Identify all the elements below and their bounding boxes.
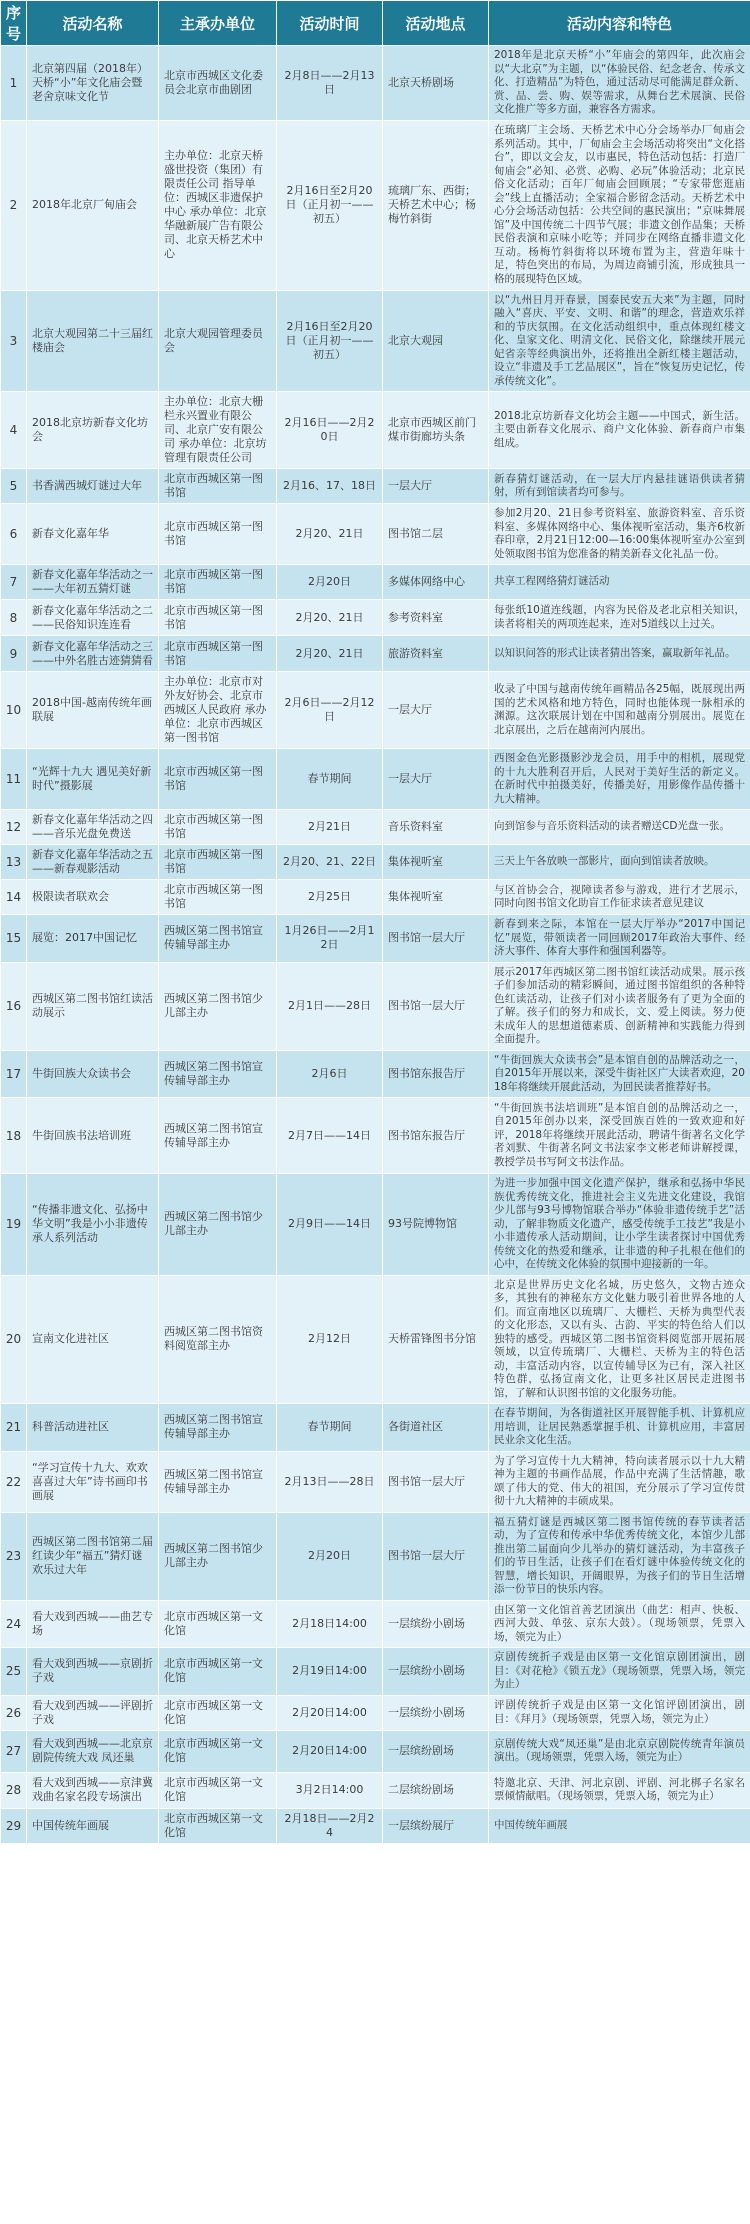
- cell-name: 展览：2017中国记忆: [27, 915, 159, 963]
- cell-name: 看大戏到西城——评剧折子戏: [27, 1695, 159, 1730]
- cell-content: 西图金色光影摄影沙龙会员，用手中的相机，展现党的十九大胜利召开后，人民对于美好生活的新定义。在新时代中拍摄美好，传播美好，用影像作品传播十九大精神。: [489, 749, 750, 810]
- table-row: [1, 1730, 750, 1772]
- cell-content: 新春到来之际，本馆在一层大厅举办“2017中国记忆”展览，带领读者一同回顾2017年政治大事件、经济大事件、体育大事件和强国利器等。: [489, 915, 750, 963]
- table-row: [1, 46, 750, 121]
- cell-name: 西城区第二图书馆第二届红读少年“福五”猜灯谜欢乐过大年: [27, 1512, 159, 1600]
- cell-time: 2月20日14:00: [277, 1730, 383, 1772]
- cell-content: 参加2月20、21日参考资料室、旅游资料室、音乐资料室、多媒体网络中心、集体视听室活动，集齐6枚新春印章，2月21日12:00—16:00集体视听室办公室到处领取图书馆为您准备的精美新春文化礼品一份。: [489, 504, 750, 565]
- cell-content: 中国传统年画展: [489, 1808, 750, 1843]
- cell-place: 图书馆一层大厅: [383, 1512, 489, 1600]
- cell-org: 北京大观园管理委员会: [159, 290, 277, 392]
- cell-place: 图书馆一层大厅: [383, 915, 489, 963]
- cell-name: 牛街回族书法培训班: [27, 1098, 159, 1174]
- cell-name: 看大戏到西城——曲艺专场: [27, 1600, 159, 1648]
- cell-name: 看大戏到西城——京津冀戏曲名家名段专场演出: [27, 1772, 159, 1808]
- cell-place: 北京市西城区前门煤市街廊坊头条: [383, 392, 489, 469]
- cell-place: 一层缤纷小剧场: [383, 1695, 489, 1730]
- table-row: [1, 1695, 750, 1730]
- cell-content: “牛街回族大众读书会”是本馆自创的品牌活动之一，自2015年开展以来，深受牛街社区广大读者欢迎，2018年将继续开展此活动，为回民读者推荐好书。: [489, 1050, 750, 1098]
- cell-name: 科普活动进社区: [27, 1404, 159, 1452]
- table-row: [1, 392, 750, 469]
- cell-time: 2月20、21日: [277, 600, 383, 636]
- cell-no: 13: [1, 845, 27, 880]
- cell-time: 2月9日——14日: [277, 1174, 383, 1276]
- cell-name: 新春文化嘉年华活动之五——新春观影活动: [27, 845, 159, 880]
- table-row: [1, 120, 750, 290]
- cell-name: 北京第四届（2018年）天桥“小”年文化庙会暨老舍京味文化节: [27, 46, 159, 121]
- cell-content: 福五猜灯谜是西城区第二图书馆传统的春节读者活动，为了宣传和传承中华优秀传统文化，本馆少儿部推出第二届面向少儿举办的猜灯谜活动，为丰富孩子们的节日生活，让孩子们在看灯谜中体验传统文化的智慧，增长知识，开阔眼界，为孩子们的节日生活增添一份节日的快乐内容。: [489, 1512, 750, 1600]
- cell-name: 中国传统年画展: [27, 1808, 159, 1843]
- cell-place: 二层缤纷剧场: [383, 1772, 489, 1808]
- cell-name: “光辉十九大 遇见美好新时代”摄影展: [27, 749, 159, 810]
- cell-org: 北京市西城区第一图书馆: [159, 636, 277, 672]
- cell-time: 春节期间: [277, 749, 383, 810]
- cell-content: 在春节期间，为各街道社区开展智能手机、计算机应用培训，让居民熟悉掌握手机、计算机应用，丰富居民业余文化生活。: [489, 1404, 750, 1452]
- cell-time: 2月6日——2月12日: [277, 672, 383, 749]
- cell-no: 18: [1, 1098, 27, 1174]
- cell-no: 27: [1, 1730, 27, 1772]
- cell-place: 参考资料室: [383, 600, 489, 636]
- cell-place: 各街道社区: [383, 1404, 489, 1452]
- cell-org: 北京市西城区第一图书馆: [159, 504, 277, 565]
- cell-place: 北京天桥剧场: [383, 46, 489, 121]
- cell-name: 看大戏到西城——北京京剧院传统大戏 凤还巢: [27, 1730, 159, 1772]
- cell-no: 16: [1, 962, 27, 1050]
- cell-org: 北京市西城区第一文化馆: [159, 1730, 277, 1772]
- cell-org: 北京市西城区第一图书馆: [159, 810, 277, 845]
- cell-time: 2月20日: [277, 565, 383, 600]
- cell-name: 看大戏到西城——京剧折子戏: [27, 1648, 159, 1696]
- cell-place: 一层缤纷展厅: [383, 1808, 489, 1843]
- cell-place: 93号院博物馆: [383, 1174, 489, 1276]
- cell-time: 2月18日14:00: [277, 1600, 383, 1648]
- table-row: [1, 1648, 750, 1696]
- cell-no: 4: [1, 392, 27, 469]
- cell-name: 新春文化嘉年华活动之一——大年初五猜灯谜: [27, 565, 159, 600]
- cell-no: 3: [1, 290, 27, 392]
- cell-time: 2月8日——2月13日: [277, 46, 383, 121]
- cell-org: 北京市西城区第一文化馆: [159, 1695, 277, 1730]
- cell-place: 图书馆一层大厅: [383, 962, 489, 1050]
- cell-time: 2月1日——28日: [277, 962, 383, 1050]
- cell-content: 以“九州日月开春景，国泰民安五大来”为主题，同时融入“喜庆、平安、文明、和谐”的理念，营造欢乐祥和的节庆氛围。在文化活动组织中，重点体现红楼文化、皇家文化、明清文化、民俗文化，除继续开展元妃省亲等经典演出外，还将推出全新红楼主题活动，设立“非遗及手工艺品展区”，旨在“恢复历史记忆，传承传统文化”。: [489, 290, 750, 392]
- cell-name: “学习宣传十九大、欢欢喜喜过大年”诗书画印书画展: [27, 1451, 159, 1512]
- table-body: [1, 46, 750, 1844]
- cell-no: 23: [1, 1512, 27, 1600]
- table-row: [1, 672, 750, 749]
- cell-place: 一层缤纷小剧场: [383, 1648, 489, 1696]
- cell-content: 每张纸10道连线题，内容为民俗及老北京相关知识，读者将相关的两项连起来，连对5道线以上过关。: [489, 600, 750, 636]
- cell-no: 28: [1, 1772, 27, 1808]
- cell-name: “传播非遗文化、弘扬中华文明”我是小小非遗传承人系列活动: [27, 1174, 159, 1276]
- cell-org: 西城区第二图书馆宣传辅导部主办: [159, 1451, 277, 1512]
- cell-no: 8: [1, 600, 27, 636]
- cell-no: 17: [1, 1050, 27, 1098]
- cell-time: 2月12日: [277, 1275, 383, 1404]
- header-place: 活动地点: [383, 1, 489, 46]
- cell-content: 为了学习宣传十九大精神，特向读者展示以十九大精神为主题的书画作品展，作品中充满了生活情趣，歌颂了伟大的党、伟大的祖国，充分展示了学习宣传贯彻十九大精神的丰硕成果。: [489, 1451, 750, 1512]
- cell-org: 北京市西城区第一图书馆: [159, 845, 277, 880]
- cell-no: 22: [1, 1451, 27, 1512]
- cell-no: 6: [1, 504, 27, 565]
- cell-content: 三天上午各放映一部影片，面向到馆读者放映。: [489, 845, 750, 880]
- cell-org: 主办单位：北京天桥盛世投资（集团）有限责任公司 指导单位：西城区非遗保护中心 承办单位：北京华融新展广告有限公司、北京天桥艺术中心: [159, 120, 277, 290]
- cell-content: 新春猜灯谜活动，在一层大厅内悬挂谜语供读者猜射，所有到馆读者均可参与。: [489, 469, 750, 504]
- cell-place: 一层大厅: [383, 672, 489, 749]
- table-row: [1, 1404, 750, 1452]
- cell-no: 21: [1, 1404, 27, 1452]
- cell-content: 为进一步加强中国文化遗产保护，继承和弘扬中华民族优秀传统文化，推进社会主义先进文化建设，我馆少儿部与93号博物馆联合举办“体验非遗传统手艺”活动，了解非物质文化遗产，感受传统手工技艺”我是小小非遗传承人活动期间，让小学生读者探讨中国优秀传统文化的热爱和继承，让非遗的种子扎根在他们的心中，在传统文化体验的氛围中迎接新的一年。: [489, 1174, 750, 1276]
- table-row: [1, 1275, 750, 1404]
- cell-time: 2月16日至2月20日（正月初一——初五）: [277, 290, 383, 392]
- cell-place: 图书馆一层大厅: [383, 1451, 489, 1512]
- table-row: [1, 810, 750, 845]
- cell-no: 12: [1, 810, 27, 845]
- cell-no: 25: [1, 1648, 27, 1696]
- cell-place: 天桥雷锋图书分馆: [383, 1275, 489, 1404]
- table-row: [1, 1808, 750, 1843]
- cell-org: 西城区第二图书馆宣传辅导部主办: [159, 915, 277, 963]
- header-no: 序号: [1, 1, 27, 46]
- cell-time: 2月19日14:00: [277, 1648, 383, 1696]
- cell-name: 书香满西城灯谜过大年: [27, 469, 159, 504]
- table-header-row: [1, 1, 750, 46]
- cell-name: 西城区第二图书馆红读活动展示: [27, 962, 159, 1050]
- cell-time: 2月13日——28日: [277, 1451, 383, 1512]
- cell-place: 旅游资料室: [383, 636, 489, 672]
- cell-place: 一层缤纷小剧场: [383, 1600, 489, 1648]
- table-row: [1, 1512, 750, 1600]
- cell-time: 2月7日——14日: [277, 1098, 383, 1174]
- cell-place: 一层缤纷剧场: [383, 1730, 489, 1772]
- cell-place: 集体视听室: [383, 845, 489, 880]
- cell-place: 北京大观园: [383, 290, 489, 392]
- cell-time: 2月21日: [277, 810, 383, 845]
- cell-org: 西城区第二图书馆少儿部主办: [159, 962, 277, 1050]
- table-row: [1, 600, 750, 636]
- table-row: [1, 565, 750, 600]
- cell-time: 2月6日: [277, 1050, 383, 1098]
- table-row: [1, 1600, 750, 1648]
- cell-time: 2月16日至2月20日（正月初一——初五）: [277, 120, 383, 290]
- cell-content: 以知识问答的形式让读者猜出答案，赢取新年礼品。: [489, 636, 750, 672]
- cell-no: 15: [1, 915, 27, 963]
- cell-org: 西城区第二图书馆宣传辅导部主办: [159, 1050, 277, 1098]
- cell-content: 特邀北京、天津、河北京剧、评剧、河北梆子名家名票倾情献唱。（现场领票，凭票入场，领完为止）: [489, 1772, 750, 1808]
- cell-name: 牛街回族大众读书会: [27, 1050, 159, 1098]
- cell-no: 7: [1, 565, 27, 600]
- cell-content: 评剧传统折子戏是由区第一文化馆评剧团演出，剧目：《拜月》（现场领票，凭票入场，领完为止）: [489, 1695, 750, 1730]
- cell-time: 2月16日——2月20日: [277, 392, 383, 469]
- cell-time: 2月20、21日: [277, 636, 383, 672]
- cell-content: “牛街回族书法培训班”是本馆自创的品牌活动之一，自2015年创办以来，深受回族百姓的一致欢迎和好评，2018年将继续开展此活动，聘请牛街著名文化学者刘默、牛街著名阿文书法家李文彬老师讲解授课，教授学员书写阿文书法作品。: [489, 1098, 750, 1174]
- cell-no: 24: [1, 1600, 27, 1648]
- table-row: [1, 915, 750, 963]
- cell-no: 19: [1, 1174, 27, 1276]
- table-row: [1, 1050, 750, 1098]
- cell-time: 2月20日: [277, 1512, 383, 1600]
- cell-org: 北京市西城区第一文化馆: [159, 1648, 277, 1696]
- table-row: [1, 1098, 750, 1174]
- cell-name: 新春文化嘉年华活动之三——中外名胜古迹猜猜看: [27, 636, 159, 672]
- cell-no: 14: [1, 880, 27, 915]
- table-row: [1, 749, 750, 810]
- cell-org: 主办单位：北京市对外友好协会、北京市西城区人民政府 承办单位：北京市西城区第一图书馆: [159, 672, 277, 749]
- header-content: 活动内容和特色: [489, 1, 750, 46]
- header-name: 活动名称: [27, 1, 159, 46]
- cell-org: 北京市西城区第一文化馆: [159, 1808, 277, 1843]
- table-row: [1, 880, 750, 915]
- cell-name: 新春文化嘉年华活动之四——音乐光盘免费送: [27, 810, 159, 845]
- cell-name: 2018中国-越南传统年画联展: [27, 672, 159, 749]
- table-row: [1, 636, 750, 672]
- cell-org: 北京市西城区第一图书馆: [159, 749, 277, 810]
- cell-content: 京剧传统折子戏是由区第一文化馆京剧团演出，剧目：《对花枪》《锁五龙》（现场领票，凭票入场，领完为止）: [489, 1648, 750, 1696]
- cell-content: 由区第一文化馆首善艺团演出（曲艺：相声、快板、西河大鼓、单弦、京东大鼓）。（现场领票，凭票入场，领完为止）: [489, 1600, 750, 1648]
- cell-content: 收录了中国与越南传统年画精品各25幅，既展现出两国的艺术风格和地方特色，同时也能体现一脉相承的渊源。这次联展计划在中国和越南分别展出。展览在北京展出，之后在越南河内展出。: [489, 672, 750, 749]
- cell-no: 1: [1, 46, 27, 121]
- table-row: [1, 1174, 750, 1276]
- cell-org: 北京市西城区第一图书馆: [159, 565, 277, 600]
- cell-place: 图书馆二层: [383, 504, 489, 565]
- cell-time: 春节期间: [277, 1404, 383, 1452]
- cell-org: 北京市西城区第一文化馆: [159, 1600, 277, 1648]
- cell-name: 新春文化嘉年华活动之二——民俗知识连连看: [27, 600, 159, 636]
- cell-content: 北京是世界历史文化名城，历史悠久，文物古迹众多，其独有的神秘东方文化魅力吸引着世界各地的人们。而宣南地区以琉璃厂、大栅栏、天桥为典型代表的文化形态，又以有头、古韵、平实的特色给人们以独特的感受。西城区第二图书馆资料阅览部开展拓展领域，以宣传琉璃厂、大栅栏、天桥为主的特色活动，丰富活动内容，以宣传辅导区为已有，深入社区特色群，弘扬宣南文化，让更多社区居民走进图书馆，了解和认识图书馆的文化服务功能。: [489, 1275, 750, 1404]
- cell-place: 一层大厅: [383, 749, 489, 810]
- cell-org: 西城区第二图书馆少儿部主办: [159, 1174, 277, 1276]
- table-row: [1, 469, 750, 504]
- cell-name: 宣南文化进社区: [27, 1275, 159, 1404]
- cell-time: 3月2日14:00: [277, 1772, 383, 1808]
- cell-time: 2月20、21、22日: [277, 845, 383, 880]
- cell-no: 29: [1, 1808, 27, 1843]
- cell-org: 主办单位：北京大栅栏永兴置业有限公司、北京广安有限公司 承办单位：北京坊管理有限责任公司: [159, 392, 277, 469]
- cell-place: 一层大厅: [383, 469, 489, 504]
- cell-org: 北京市西城区第一图书馆: [159, 880, 277, 915]
- cell-org: 北京市西城区第一图书馆: [159, 469, 277, 504]
- cell-no: 9: [1, 636, 27, 672]
- cell-content: 共享工程网络猜灯谜活动: [489, 565, 750, 600]
- cell-org: 西城区第二图书馆资料阅览部主办: [159, 1275, 277, 1404]
- cell-place: 图书馆东报告厅: [383, 1098, 489, 1174]
- table-row: [1, 1772, 750, 1808]
- cell-place: 集体视听室: [383, 880, 489, 915]
- cell-org: 西城区第二图书馆少儿部主办: [159, 1512, 277, 1600]
- cell-name: 新春文化嘉年华: [27, 504, 159, 565]
- cell-time: 2月25日: [277, 880, 383, 915]
- table-row: [1, 962, 750, 1050]
- cell-content: 与区首协会合，视障读者参与游戏，进行才艺展示，同时向图书馆文化助盲工作征求读者意见建议: [489, 880, 750, 915]
- cell-place: 琉璃厂东、西街；天桥艺术中心；杨梅竹斜街: [383, 120, 489, 290]
- cell-time: 2月20、21日: [277, 504, 383, 565]
- cell-content: 在琉璃厂主会场、天桥艺术中心分会场举办厂甸庙会系列活动。其中，厂甸庙会主会场活动将突出“文化搭台”，即以文会友，以市惠民，特色活动包括：打造厂甸庙会“必知、必赏、必购、必玩”体验活动；北京民俗文化活动；百年厂甸庙会回顾展；“专家带您逛庙会”线上直播活动；全家福合影留念活动。天桥艺术中心分会场活动包括：公共空间的惠民演出；“京味舞展馆”及中国传统二十四节气展；非遗文创作品集；天桥民俗表演和京味小吃等；并同步在网络直播非遗文化互动。杨梅竹斜街将以环境布置为主，营造年味十足，特色突出的布局，为周边商铺引流，形成独具一格的展现特色区域。: [489, 120, 750, 290]
- cell-no: 26: [1, 1695, 27, 1730]
- cell-org: 西城区第二图书馆宣传辅导部主办: [159, 1404, 277, 1452]
- cell-no: 10: [1, 672, 27, 749]
- cell-place: 音乐资料室: [383, 810, 489, 845]
- table-row: [1, 845, 750, 880]
- cell-content: 京剧传统大戏“凤还巢”是由北京京剧院传统青年演员演出。（现场领票，凭票入场，领完为止）: [489, 1730, 750, 1772]
- cell-no: 2: [1, 120, 27, 290]
- cell-org: 北京市西城区第一图书馆: [159, 600, 277, 636]
- header-org: 主承办单位: [159, 1, 277, 46]
- cell-no: 20: [1, 1275, 27, 1404]
- header-time: 活动时间: [277, 1, 383, 46]
- table-row: [1, 290, 750, 392]
- cell-time: 2月16、17、18日: [277, 469, 383, 504]
- cell-name: 2018年北京厂甸庙会: [27, 120, 159, 290]
- cell-name: 极限读者联欢会: [27, 880, 159, 915]
- cell-time: 2月20日14:00: [277, 1695, 383, 1730]
- cell-org: 西城区第二图书馆宣传辅导部主办: [159, 1098, 277, 1174]
- cell-content: 展示2017年西城区第二图书馆红读活动成果。展示孩子们参加活动的精彩瞬间，通过图书馆组织的各种特色红读活动，让孩子们对小读者服务有了更为全面的了解。孩子们的努力和成长，文、爱上阅读。努力使未成年人的思想道德素质、创新精神和实践能力得到全面提升。: [489, 962, 750, 1050]
- cell-place: 多媒体网络中心: [383, 565, 489, 600]
- cell-time: 1月26日——2月12日: [277, 915, 383, 963]
- cell-name: 北京大观园第二十三届红楼庙会: [27, 290, 159, 392]
- table-row: [1, 1451, 750, 1512]
- cell-content: 向到馆参与音乐资料活动的读者赠送CD光盘一张。: [489, 810, 750, 845]
- cell-no: 11: [1, 749, 27, 810]
- cell-place: 图书馆东报告厅: [383, 1050, 489, 1098]
- cell-no: 5: [1, 469, 27, 504]
- cell-org: 北京市西城区文化委员会北京市曲剧团: [159, 46, 277, 121]
- cell-content: 2018北京坊新春文化坊会主题——中国式，新生活。主要由新春文化展示、商户文化体验、新春商户市集组成。: [489, 392, 750, 469]
- cell-time: 2月18日——2月24: [277, 1808, 383, 1843]
- cell-content: 2018年是北京天桥“小”年庙会的第四年，此次庙会以“大北京”为主题，以“体验民俗、纪念老舍、传承文化、打造精品”为特色，通过活动尽可能满足群众新、赏、品、尝、购、娱等需求，从舞台艺术展演、民俗文化推广等多方面，兼容各方需求。: [489, 46, 750, 121]
- cell-org: 北京市西城区第一文化馆: [159, 1772, 277, 1808]
- cell-name: 2018北京坊新春文化坊会: [27, 392, 159, 469]
- table-row: [1, 504, 750, 565]
